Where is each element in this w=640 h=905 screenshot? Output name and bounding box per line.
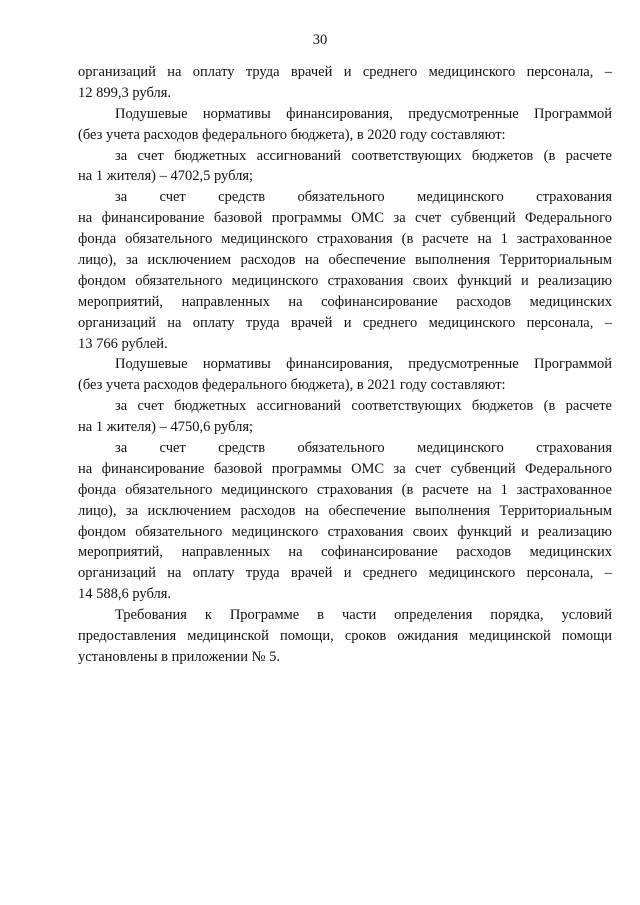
text-line: 13 766 рублей. — [78, 335, 168, 352]
paragraph-2021-oms — [78, 438, 612, 605]
text-line: Подушевые нормативы финансирования, предусмотренные Программой — [115, 105, 612, 122]
text-line: организаций на оплату труда врачей и среднего медицинского персонала, – — [78, 565, 612, 582]
text-line: за счет средств обязательного медицинского страхования — [115, 440, 612, 457]
text-line: лицо), за исключением расходов на обеспечение выполнения Территориальным — [78, 252, 612, 269]
text-line: на финансирование базовой программы ОМС за счет субвенций Федерального — [78, 210, 612, 227]
text-line: Подушевые нормативы финансирования, предусмотренные Программой — [115, 356, 612, 373]
paragraph-2021-intro — [78, 354, 612, 396]
page-number: 30 — [312, 32, 328, 48]
text-line: 12 899,3 рубля. — [78, 84, 172, 101]
text-line: предоставления медицинской помощи, сроков ожидания медицинской помощи — [78, 628, 612, 645]
text-line: мероприятий, направленных на софинансирование расходов медицинских — [78, 293, 612, 310]
text-line: фондом обязательного медицинского страхования своих функций и реализацию — [78, 523, 612, 540]
text-line: (без учета расходов федерального бюджета), в 2021 году составляют: — [78, 377, 506, 394]
text-line: организаций на оплату труда врачей и среднего медицинского персонала, – — [78, 64, 612, 80]
text-line: за счет бюджетных ассигнований соответствующих бюджетов (в расчете — [115, 398, 612, 415]
text-line: на финансирование базовой программы ОМС за счет субвенций Федерального — [78, 460, 612, 477]
text-line: Требования к Программе в части определения порядка, условий — [115, 607, 612, 624]
text-line: 14 588,6 рубля. — [78, 586, 172, 603]
text-line: лицо), за исключением расходов на обеспечение выполнения Территориальным — [78, 502, 612, 519]
paragraph-2021-budget — [78, 396, 612, 438]
paragraph-requirements — [78, 605, 612, 668]
document-body — [78, 62, 612, 668]
paragraph-2020-oms — [78, 187, 612, 354]
text-line: на 1 жителя) – 4750,6 рубля; — [78, 419, 254, 436]
text-line: за счет бюджетных ассигнований соответствующих бюджетов (в расчете — [115, 147, 612, 164]
text-line: организаций на оплату труда врачей и среднего медицинского персонала, – — [78, 314, 612, 331]
text-line: фонда обязательного медицинского страхования (в расчете на 1 застрахованное — [78, 481, 612, 498]
text-line: за счет средств обязательного медицинского страхования — [115, 189, 612, 206]
text-line: установлены в приложении № 5. — [78, 648, 280, 665]
text-line: (без учета расходов федерального бюджета), в 2020 году составляют: — [78, 126, 506, 143]
text-line: мероприятий, направленных на софинансирование расходов медицинских — [78, 544, 612, 561]
text-line: на 1 жителя) – 4702,5 рубля; — [78, 168, 254, 185]
text-line: фонда обязательного медицинского страхования (в расчете на 1 застрахованное — [78, 231, 612, 248]
paragraph-2019-oms-continuation — [78, 62, 612, 104]
paragraph-2020-intro — [78, 104, 612, 146]
paragraph-2020-budget — [78, 146, 612, 188]
text-line: фондом обязательного медицинского страхования своих функций и реализацию — [78, 272, 612, 289]
